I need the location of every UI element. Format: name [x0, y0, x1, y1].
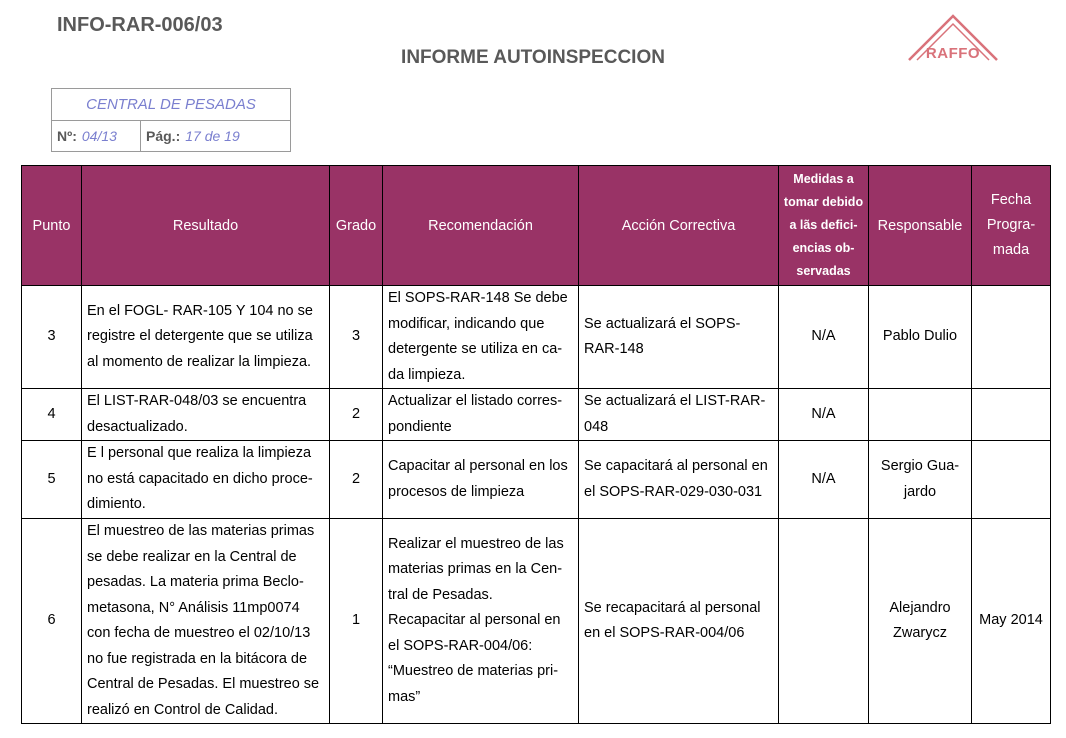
cell-recomendacion: Capacitar al personal en los procesos de limpieza — [383, 441, 579, 519]
cell-resultado: En el FOGL- RAR-105 Y 104 no se registre el detergente que se utiliza al momento de realizar la limpieza. — [82, 286, 330, 389]
document-info-box — [51, 88, 291, 152]
cell-medidas: N/A — [779, 286, 869, 389]
table-row — [22, 389, 1051, 441]
cell-punto: 5 — [22, 441, 82, 519]
cell-fecha — [972, 286, 1051, 389]
raffo-logo — [904, 12, 1002, 64]
cell-resultado: El muestreo de las materias primas se debe realizar en la Central de pesadas. La materia prima Beclo-metasona, N° Análisis 11mp0074 con fecha de muestreo el 02/10/13 no fue registrada en la bitácora de Central de Pesadas. El muestreo se realizó en Control de Calidad. — [82, 519, 330, 724]
page-value: 17 de 19 — [185, 128, 240, 144]
cell-accion: Se actualizará el SOPS-RAR-148 — [579, 286, 779, 389]
cell-fecha — [972, 441, 1051, 519]
cell-recomendacion: El SOPS-RAR-148 Se debe modificar, indicando que detergente se utiliza en ca-da limpieza. — [383, 286, 579, 389]
cell-grado: 3 — [330, 286, 383, 389]
cell-accion: Se recapacitará al personal en el SOPS-RAR-004/06 — [579, 519, 779, 724]
document-title: INFORME AUTOINSPECCION — [401, 47, 665, 68]
cell-recomendacion: Actualizar el listado corres-pondiente — [383, 389, 579, 441]
cell-grado: 2 — [330, 389, 383, 441]
inspection-table — [21, 165, 1051, 724]
table-row — [22, 286, 1051, 389]
header-grado: Grado — [330, 166, 383, 286]
cell-resultado: E l personal que realiza la limpieza no está capacitado en dicho proce-dimiento. — [82, 441, 330, 519]
cell-medidas: N/A — [779, 441, 869, 519]
header-medidas: Medidas a tomar debido a lãs defici-encias ob-servadas — [779, 166, 869, 286]
cell-responsable: Alejandro Zwarycz — [869, 519, 972, 724]
cell-punto: 6 — [22, 519, 82, 724]
header-punto: Punto — [22, 166, 82, 286]
table-row — [22, 441, 1051, 519]
document-code: INFO-RAR-006/03 — [57, 14, 223, 36]
table-header-row — [22, 166, 1051, 286]
report-number-value: 04/13 — [81, 128, 117, 144]
cell-responsable: Pablo Dulio — [869, 286, 972, 389]
cell-medidas: N/A — [779, 389, 869, 441]
cell-accion: Se actualizará el LIST-RAR-048 — [579, 389, 779, 441]
section-name: CENTRAL DE PESADAS — [52, 89, 290, 121]
cell-responsable: Sergio Gua-jardo — [869, 441, 972, 519]
header-accion-correctiva: Acción Correctiva — [579, 166, 779, 286]
report-number-label: Nº: — [57, 128, 77, 144]
cell-recomendacion: Realizar el muestreo de las materias primas en la Cen-tral de Pesadas. Recapacitar al personal en el SOPS-RAR-004/06: “Muestreo de materias pri-mas” — [383, 519, 579, 724]
cell-punto: 3 — [22, 286, 82, 389]
header-resultado: Resultado — [82, 166, 330, 286]
page-indicator — [141, 121, 240, 152]
logo-wordmark: RAFFO — [925, 45, 981, 62]
page-label: Pág.: — [146, 128, 181, 144]
cell-medidas — [779, 519, 869, 724]
cell-responsable — [869, 389, 972, 441]
cell-grado: 2 — [330, 441, 383, 519]
header-recomendacion: Recomendación — [383, 166, 579, 286]
cell-accion: Se capacitará al personal en el SOPS-RAR-029-030-031 — [579, 441, 779, 519]
header-responsable: Responsable — [869, 166, 972, 286]
cell-punto: 4 — [22, 389, 82, 441]
cell-grado: 1 — [330, 519, 383, 724]
table-row — [22, 519, 1051, 724]
cell-resultado: El LIST-RAR-048/03 se encuentra desactualizado. — [82, 389, 330, 441]
report-number — [52, 121, 141, 152]
cell-fecha — [972, 389, 1051, 441]
header-fecha-programada: Fecha Progra-mada — [972, 166, 1051, 286]
cell-fecha: May 2014 — [972, 519, 1051, 724]
